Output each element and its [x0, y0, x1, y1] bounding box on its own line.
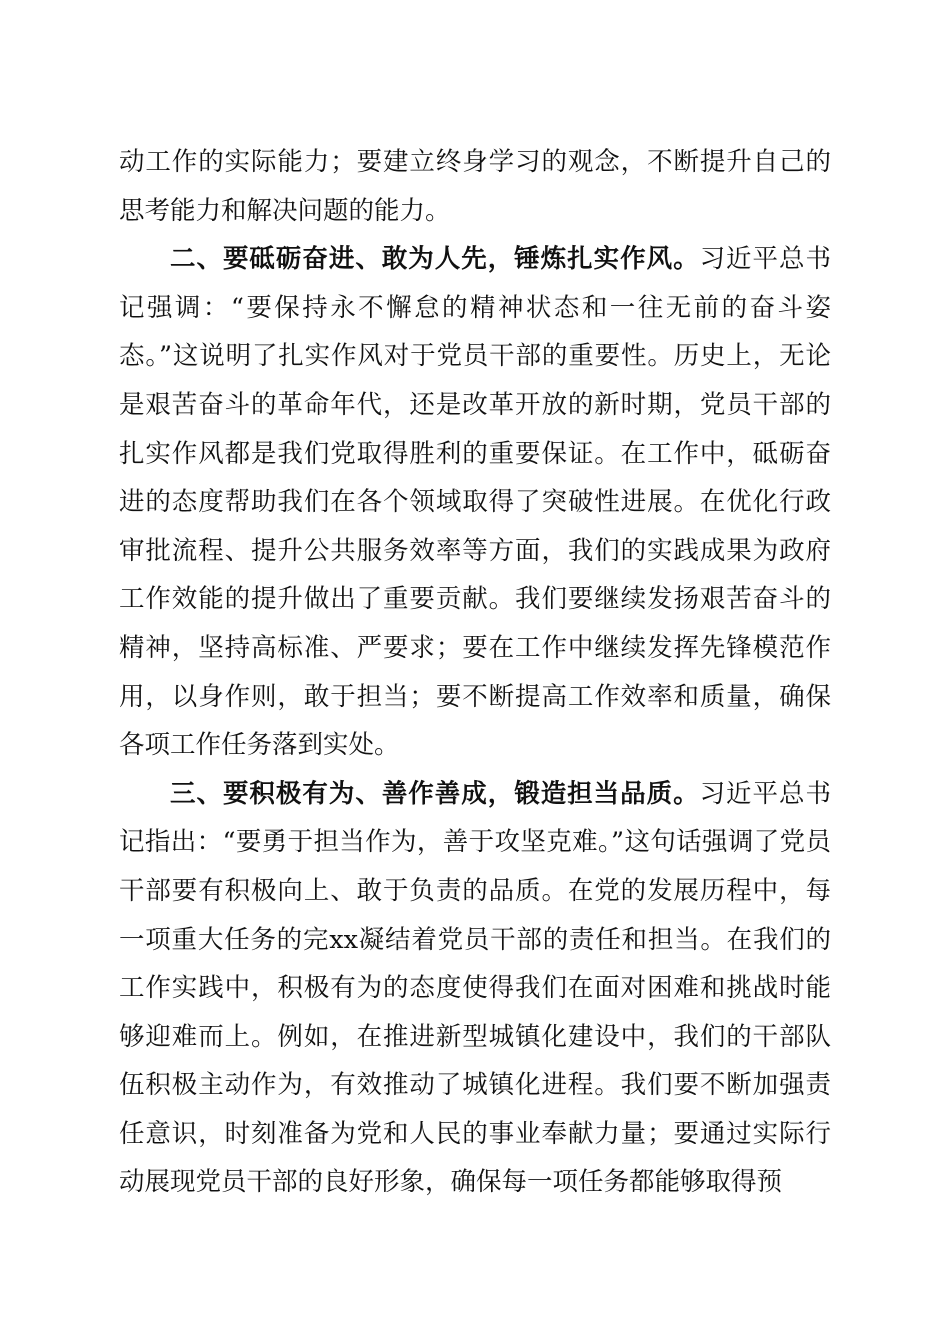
section-heading: 三、要积极有为、善作善成，锻造担当品质。: [170, 778, 700, 809]
paragraph-section-two: [119, 235, 831, 770]
section-heading: 二、要砥砺奋进、敢为人先，锤炼扎实作风。: [170, 244, 700, 275]
paragraph-text: 习近平总书记指出：“要勇于担当作为，善于攻坚克难。”这句话强调了党员干部要有积极向上、敢于负责的品质。在党的发展历程中，每一项重大任务的完xx凝结着党员干部的责任和担当。在我们的工作实践中，积极有为的态度使得我们在面对困难和挑战时能够迎难而上。例如，在推进新型城镇化建设中，我们的干部队伍积极主动作为，有效推动了城镇化进程。我们要不断加强责任意识，时刻准备为党和人民的事业奉献力量；要通过实际行动展现党员干部的良好形象，确保每一项任务都能够取得预: [119, 778, 831, 1198]
document-body: [119, 138, 831, 1207]
paragraph-text: 动工作的实际能力；要建立终身学习的观念，不断提升自己的思考能力和解决问题的能力。: [119, 147, 831, 226]
paragraph-section-three: [119, 770, 831, 1207]
paragraph-continuation: [119, 138, 831, 235]
paragraph-text: 习近平总书记强调：“要保持永不懈怠的精神状态和一往无前的奋斗姿态。”这说明了扎实作风对于党员干部的重要性。历史上，无论是艰苦奋斗的革命年代，还是改革开放的新时期，党员干部的扎实作风都是我们党取得胜利的重要保证。在工作中，砥砺奋进的态度帮助我们在各个领域取得了突破性进展。在优化行政审批流程、提升公共服务效率等方面，我们的实践成果为政府工作效能的提升做出了重要贡献。我们要继续发扬艰苦奋斗的精神，坚持高标准、严要求；要在工作中继续发挥先锋模范作用，以身作则，敢于担当；要不断提高工作效率和质量，确保各项工作任务落到实处。: [119, 244, 831, 761]
